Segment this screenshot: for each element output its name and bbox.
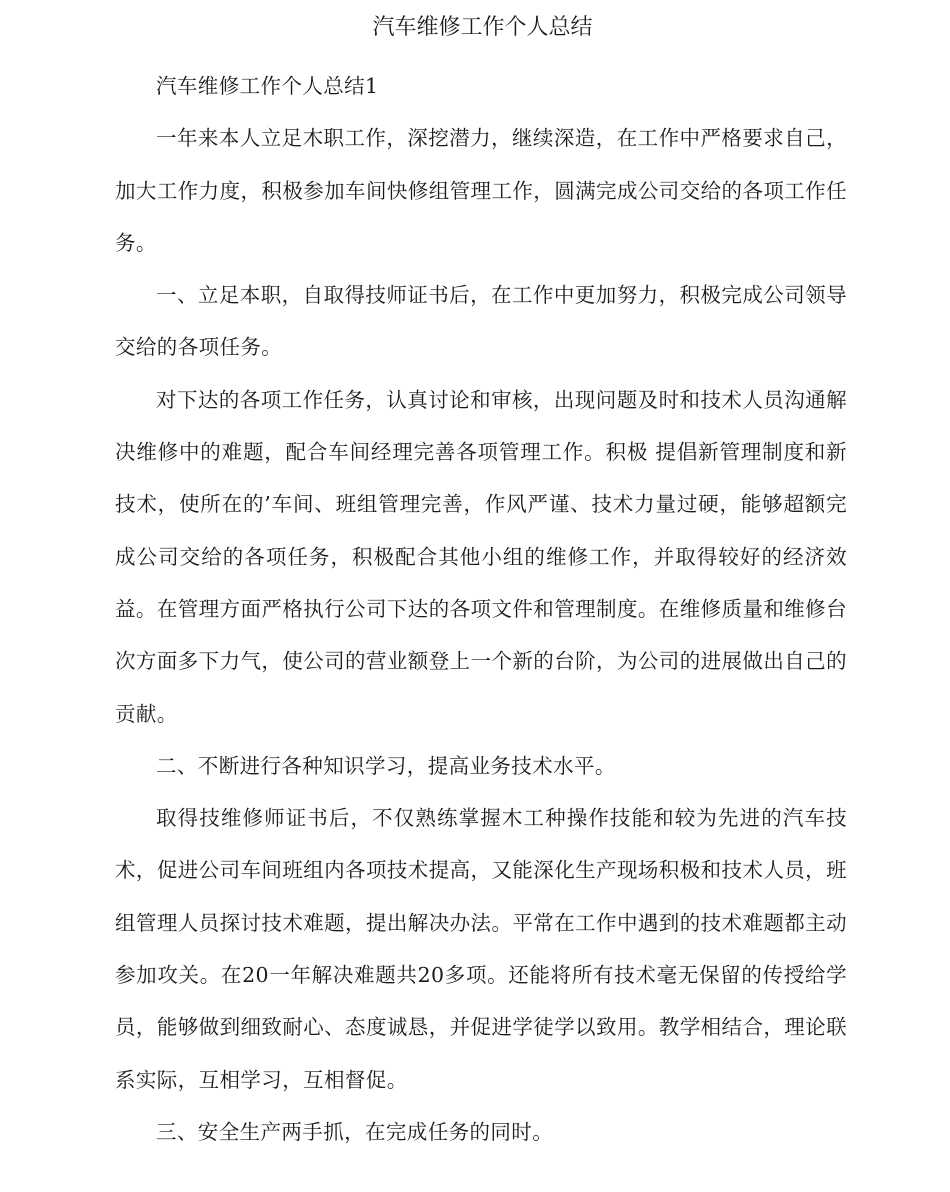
paragraph: 三、安全生产两手抓，在完成任务的同时。 bbox=[156, 1119, 554, 1144]
paragraph: 取得技维修师证书后，不仅熟练掌握木工种操作技能和较为先进的汽车技术，促进公司车间班组内各项技术提高，又能深化生产现场积极和技术人员，班组管理人员探讨技术难题，提出解决办法。平常在工作中遇到的技术难题都主动参加攻关。在20一年解决难题共20多项。还能将所有技术毫无保留的传授给学员，能够做到细致耐心、态度诚恳，并促进学徒学以致用。教学相结合，理论联系实际，互相学习，互相督促。 bbox=[115, 806, 847, 1092]
document-title: 汽车维修工作个人总结 bbox=[372, 15, 593, 40]
document-body bbox=[115, 60, 847, 1158]
section-heading: 汽车维修工作个人总结1 bbox=[156, 74, 379, 98]
paragraph: 二、不断进行各种知识学习，提高业务技术水平。 bbox=[156, 753, 616, 778]
paragraph: 对下达的各项工作任务，认真讨论和审核，出现问题及时和技术人员沟通解决维修中的难题，配合车间经理完善各项管理工作。积极 提倡新管理制度和新技术，使所在的’车间、班组管理完善，作风严谨、技术力量过硬，能够超额完成公司交给的各项任务，积极配合其他小组的维修工作，并取得较好的经济效益。在管理方面严格执行公司下达的各项文件和管理制度。在维修质量和维修台次方面多下力气，使公司的营业额登上一个新的台阶，为公司的进展做出自己的贡献。 bbox=[115, 387, 847, 726]
paragraph: 一、立足本职，自取得技师证书后，在工作中更加努力，积极完成公司领导交给的各项任务。 bbox=[115, 283, 847, 360]
paragraph: 一年来本人立足木职工作，深挖潜力，继续深造，在工作中严格要求自己，加大工作力度，积极参加车间快修组管理工作，圆满完成公司交给的各项工作任务。 bbox=[115, 126, 847, 255]
